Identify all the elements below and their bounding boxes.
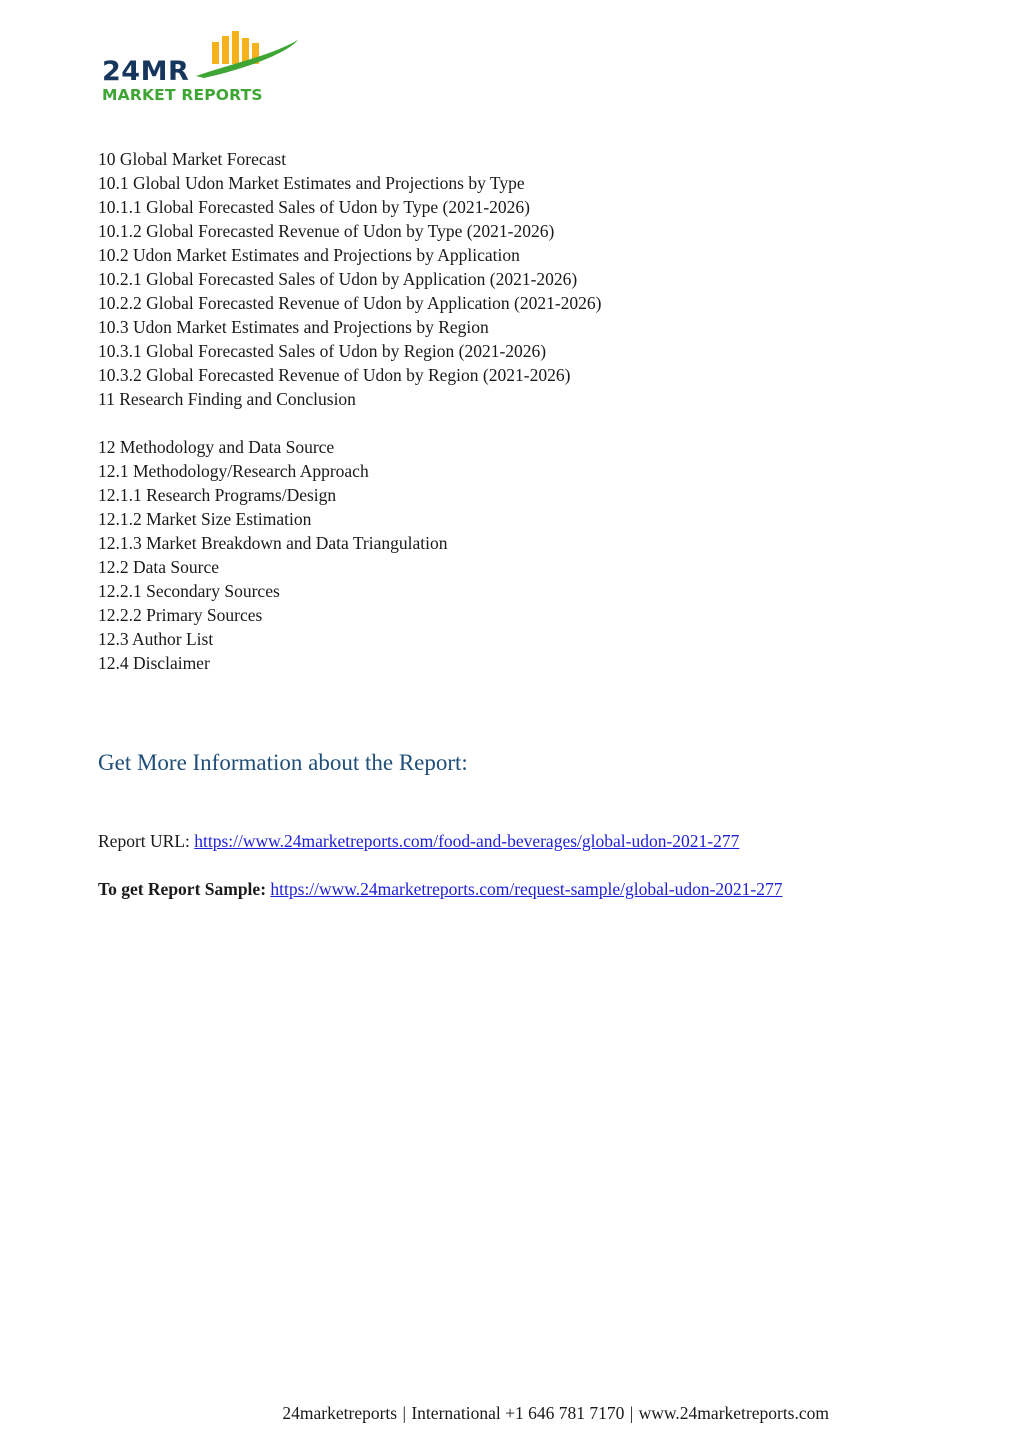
toc-item: 10.3.1 Global Forecasted Sales of Udon by Region (2021-2026) <box>98 341 547 361</box>
toc-item: 12.1 Methodology/Research Approach <box>98 461 369 481</box>
toc-item: 12.1.3 Market Breakdown and Data Triangulation <box>98 533 448 553</box>
toc-item: 10 Global Market Forecast <box>98 149 287 169</box>
toc-item: 12.2.2 Primary Sources <box>98 605 263 625</box>
toc-item: 12.1.2 Market Size Estimation <box>98 509 312 529</box>
logo-bar-3 <box>232 31 239 64</box>
toc-item: 10.1 Global Udon Market Estimates and Projections by Type <box>98 173 525 193</box>
report-url-label: Report URL: <box>98 831 195 851</box>
toc-item: 10.1.2 Global Forecasted Revenue of Udon by Type (2021-2026) <box>98 221 555 241</box>
toc-item: 12.4 Disclaimer <box>98 653 210 673</box>
logo-bar-1 <box>212 42 219 64</box>
toc-item: 12.2.1 Secondary Sources <box>98 581 280 601</box>
toc-item: 10.2.2 Global Forecasted Revenue of Udon by Application (2021-2026) <box>98 293 602 313</box>
table-of-contents <box>98 147 602 675</box>
footer-website: www.24marketreports.com <box>638 1403 829 1423</box>
footer-separator: | <box>629 1403 634 1423</box>
toc-item: 10.3.2 Global Forecasted Revenue of Udon by Region (2021-2026) <box>98 365 571 385</box>
toc-item: 10.2.1 Global Forecasted Sales of Udon by Application (2021-2026) <box>98 269 578 289</box>
page-footer <box>0 1401 829 1425</box>
footer-company: 24marketreports <box>282 1403 398 1423</box>
footer-phone: International +1 646 781 7170 <box>411 1403 625 1423</box>
logo-text-market-reports: MARKET REPORTS <box>102 86 263 104</box>
logo-bar-2 <box>222 36 229 64</box>
footer-separator: | <box>402 1403 406 1423</box>
company-logo <box>100 28 310 108</box>
toc-item: 11 Research Finding and Conclusion <box>98 389 356 409</box>
report-sample-label: To get Report Sample: <box>98 879 267 899</box>
toc-item: 12.2 Data Source <box>98 557 220 577</box>
toc-item: 10.2 Udon Market Estimates and Projections by Application <box>98 245 520 265</box>
toc-item: 12.3 Author List <box>98 629 214 649</box>
more-info-heading: Get More Information about the Report: <box>98 750 468 775</box>
report-url-line <box>98 829 739 853</box>
report-url-link[interactable]: https://www.24marketreports.com/food-and-beverages/global-udon-2021-277 <box>194 831 740 851</box>
report-sample-line <box>98 877 783 901</box>
toc-item: 10.1.1 Global Forecasted Sales of Udon by Type (2021-2026) <box>98 197 530 217</box>
toc-item: 12.1.1 Research Programs/Design <box>98 485 337 505</box>
toc-item: 12 Methodology and Data Source <box>98 437 335 457</box>
toc-item: 10.3 Udon Market Estimates and Projections by Region <box>98 317 489 337</box>
report-sample-link[interactable]: https://www.24marketreports.com/request-sample/global-udon-2021-277 <box>270 879 783 899</box>
logo-text-24mr: 24MR <box>102 56 190 87</box>
